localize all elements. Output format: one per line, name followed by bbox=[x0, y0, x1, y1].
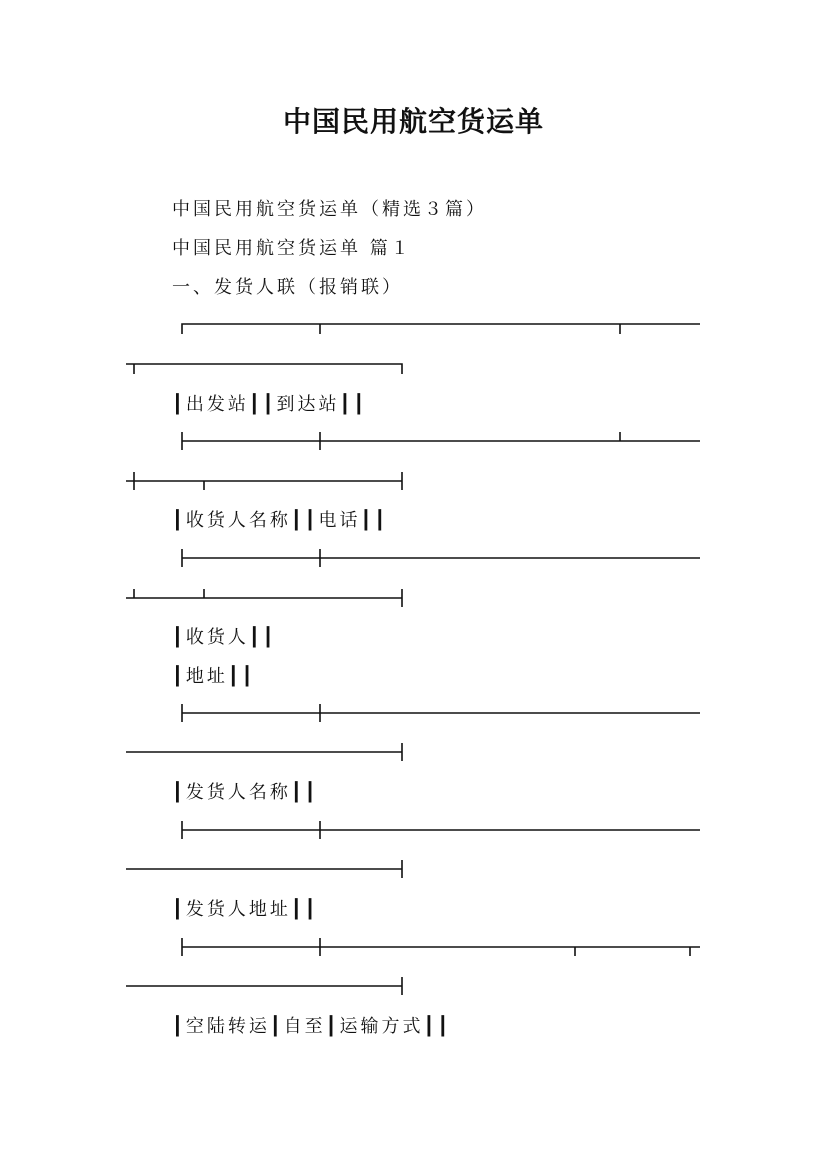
rule-sep-3a bbox=[182, 704, 700, 722]
rule-sep-2a bbox=[182, 549, 700, 567]
row-shipper-address: ┃发货人地址┃┃ bbox=[172, 899, 319, 920]
section-heading: 一、发货人联（报销联） bbox=[172, 277, 403, 298]
row-transfer-transport: ┃空陆转运┃自至┃运输方式┃┃ bbox=[172, 1016, 452, 1037]
rule-top-1 bbox=[182, 324, 700, 334]
rule-sep-3b bbox=[126, 743, 402, 761]
row-departure-arrival: ┃出发站┃┃到达站┃┃ bbox=[172, 394, 368, 415]
rule-sep-5b bbox=[126, 977, 402, 995]
rule-sep-1a bbox=[182, 432, 700, 450]
part-heading: 中国民用航空货运单 篇１ bbox=[172, 238, 412, 259]
rule-sep-4b bbox=[126, 860, 402, 878]
row-consignee: ┃收货人┃┃ bbox=[172, 627, 277, 648]
rule-sep-1b bbox=[126, 472, 402, 490]
row-consignee-name-phone: ┃收货人名称┃┃电话┃┃ bbox=[172, 510, 389, 531]
rule-top-2 bbox=[126, 364, 402, 374]
rule-sep-4a bbox=[182, 821, 700, 839]
rule-sep-5a bbox=[182, 938, 700, 956]
row-shipper-name: ┃发货人名称┃┃ bbox=[172, 782, 319, 803]
document-title: 中国民用航空货运单 bbox=[282, 105, 544, 138]
row-address: ┃地址┃┃ bbox=[172, 666, 256, 687]
document-subtitle: 中国民用航空货运单（精选３篇） bbox=[172, 199, 487, 220]
rule-sep-2b bbox=[126, 589, 402, 607]
